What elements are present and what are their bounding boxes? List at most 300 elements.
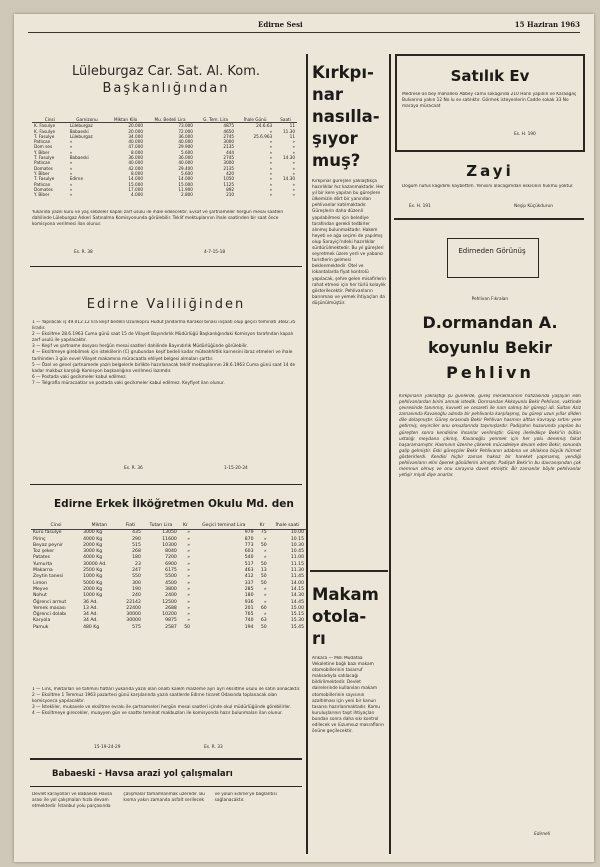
table-cell: 50 [260,580,267,586]
table-cell: » [263,555,267,561]
divider [30,484,302,485]
table-cell: 8.000 [131,149,144,155]
satilik-title: Satılık Ev [450,67,530,85]
table-cell: 11.00 [290,555,304,561]
table-cell: 412 [244,574,254,580]
table-cell: 11.30 [283,128,295,134]
column-rule-right [389,54,391,854]
table-cell: 247 [132,568,141,574]
luleburgaz-title: Lüleburgaz Car. Sat. Al. Kom. [71,64,261,79]
table-cell: 5000 Kg [83,580,103,586]
table-cell: 10200 [162,612,177,618]
table-cell: » [187,586,191,592]
okul-ref-right: Es. R. 33 [204,745,223,750]
table-cell: 870 [244,536,254,542]
table-cell: 34 Ad. [83,612,98,618]
table-cell: » [269,170,273,176]
table-cell: Patlıcan [34,160,51,166]
table-cell: » [187,580,191,586]
table-cell: 201 [244,605,254,611]
table-cell: 36.000 [128,155,144,161]
table-cell: » [269,186,273,192]
table-cell: » [69,181,73,187]
table-cell: 34.000 [128,133,144,139]
table-cell: 337 [244,580,254,586]
table-cell: 15.00 [290,605,304,611]
table-cell: 420 [226,170,235,176]
okul-note: 3 — İstekliler, mukavele ve eksiltme evrakı ile şartnameleri hergün mesai saatleri içinde okul müdürlüğünde görebilirler. [32,705,292,711]
table-cell: Öğrenci dolabı [33,612,67,618]
column-header: Saati [274,117,297,123]
zayi-ref-left: Es. H. 191 [409,204,431,209]
table-cell: 47.000 [128,144,144,150]
table-cell: » [292,160,295,166]
column-header: Mu. Bedeli Lira [145,117,195,123]
gorunus-box [447,238,539,278]
table-cell: 73.000 [178,123,193,129]
column-header: Miktarı [81,523,118,530]
table-cell: 7200 [165,555,177,561]
table-cell: 15.45 [290,624,304,630]
table-cell: 15.15 [290,612,304,618]
table-cell: 892 [226,186,235,192]
table-cell: 20.000 [128,123,144,129]
table-cell: 5500 [165,574,177,580]
table-cell: » [187,555,191,561]
table-cell: 2745 [223,155,235,161]
table-cell: 29.900 [178,144,193,150]
table-cell: » [263,612,267,618]
table-cell: 10.15 [290,536,304,542]
table-cell: 435 [132,530,141,536]
table-cell: 4.000 [131,192,144,198]
table-cell: 36.000 [178,155,193,161]
table-cell: 1125 [223,181,235,187]
column-header: G. Tem. Lira [195,117,236,123]
makam-headline-line: rı [312,629,326,648]
column-header: Tutarı Lira [143,523,179,530]
valilik-paragraph: 1 — Yapılacak iş 49.012.12 lira keşif bedelli Uzunköprü Hudut Jandarma Karakol binası inşaatı olup geçici teminatı 3682.35 liradır. [32,320,296,332]
column-header: Fiati [118,523,143,530]
table-cell: Dom ses [34,144,53,150]
table-cell: 9875 [165,618,177,624]
table-cell: 4650 [223,128,235,134]
luleburgaz-ref-right: 4-7-15-18 [204,250,226,255]
table-cell: 10.00 [290,530,304,536]
table-cell: 14.45 [290,599,304,605]
divider [394,218,584,220]
table-cell: 2587 [165,624,177,630]
column-header: Cinsi [32,117,68,123]
table-cell: K. Fasulye [34,128,56,134]
okul-note: 1 — Cins, miktarları ve tahmini fiatları yukarıda yazılı olan onaltı kalem malzeme ayrı ayrı eksiltme usulü ile satın alınacaktır. [32,687,301,692]
table-cell: Yemek masası [33,605,66,611]
column-header: İhale Günü [236,117,274,123]
kirkpinar-headline-line: şıyor [312,129,358,148]
table-cell: 30000 [126,618,141,624]
table-cell: 75 [260,530,267,536]
table-cell: Patlıcan [34,139,51,145]
table-cell: 24.6.63 [256,123,273,129]
table-cell: 4500 [165,580,177,586]
table-cell: 36 Ad. [83,599,98,605]
table-cell: 11600 [162,536,177,542]
table-cell: 14.30 [290,593,304,599]
table-cell: 1050 [223,176,235,182]
table-cell: 11 [289,133,295,139]
table-cell: » [187,593,191,599]
luleburgaz-subtitle: Başkanlığından [102,81,230,96]
table-cell: Limon [33,580,48,586]
table-cell: » [269,192,273,198]
table-cell: 194 [244,624,254,630]
table-cell: 210 [226,192,235,198]
table-cell: » [269,155,273,161]
table-cell: 8.000 [131,170,144,176]
table-cell: » [69,139,73,145]
table-cell: 15.30 [290,618,304,624]
table-cell: 50 [260,542,267,548]
table-cell: 773 [244,542,254,548]
table-cell: 2745 [223,133,235,139]
luleburgaz-table [32,117,297,197]
table-cell: 50 [260,561,267,567]
table-cell: 540 [244,555,254,561]
table-cell: Babaeski [69,155,89,161]
table-cell: » [187,599,191,605]
table-cell: » [69,165,73,171]
okul-note: 4 — Eksiltmeye girecekler, muayyen gün ve saatte teminat makbuzları ile komisyonda hazır bulunmaları ilan olunur. [32,711,283,717]
issue-date: 15 Haziran 1963 [514,20,580,29]
okul-ref-left: 15-19-24-29 [94,745,121,750]
table-cell: » [263,536,267,542]
table-cell: 290 [132,536,141,542]
satilik-ref: Es. H. 190 [514,132,536,137]
zayi-ref-right: Neşip Küçükdurun [514,204,553,209]
table-cell: Pamuk [33,624,49,630]
table-cell: T. Fasulye [34,155,55,161]
table-cell: 40.000 [128,160,144,166]
table-cell: 72.000 [178,128,193,134]
table-cell: » [263,586,267,592]
table-cell: 4000 Kg [83,536,103,542]
valilik-paragraph: 7 — Telgrafla müracaatlar ve postada vaki gecikmeler kabul edilmez. Keyfiyet ilan olunur. [32,380,225,386]
table-cell: 3000 [223,139,235,145]
column-header: Garnizonu [68,117,107,123]
table-cell: 14.15 [290,586,304,592]
okul-notes [32,687,302,743]
table-cell: 40.000 [178,160,193,166]
table-cell: » [187,561,191,567]
table-cell: » [187,605,191,611]
table-cell: Y. Biber [34,192,50,198]
table-cell: Toz şeker [33,549,55,555]
table-cell: » [187,549,191,555]
okul-note: 2 — Eksiltme 1 Temmuz 1963 pazartesi günü karşılarında yazılı saatlerde Edirne ticaret Odasında toplanacak olan komisyonca yapılacaktır. [32,693,278,705]
table-cell: 13 [260,568,267,574]
table-cell: 1000 Kg [83,593,103,599]
table-cell: 444 [226,149,235,155]
table-cell: Edirne [69,176,84,182]
table-cell: 2688 [165,605,177,611]
table-cell: 22400 [126,605,141,611]
okul-title: Edirne Erkek İlköğretmen Okulu Md. den [54,498,294,510]
table-cell: » [187,574,191,580]
table-cell: 3000 Kg [83,549,103,555]
valilik-paragraph: 6 — Postada vaki gecikmeler kabul edilmez. [32,374,127,380]
bekir-headline-line: Pehlivn [446,363,534,382]
column-header: Miktarı Kilo [106,117,145,123]
table-cell: 550 [132,574,141,580]
table-cell: 30000 Ad. [83,561,107,567]
table-cell: 14.00 [290,580,304,586]
table-cell: 180 [244,593,254,599]
column-header: Cinsi [31,523,81,530]
page-header [28,20,580,33]
table-cell: 29.400 [178,165,193,171]
kirkpinar-headline-line: Kırkpı- [312,63,374,82]
table-cell: 285 [244,586,254,592]
zayi-body: Doğum nüfus kağıdımı kaybettim. Yenisini alacağımdan eskisinin hükmü yoktur. [402,184,574,189]
table-cell: » [69,170,73,176]
table-cell: 2135 [223,144,235,150]
table-cell: 180 [132,555,141,561]
makam-headline-line: Makam [312,585,379,604]
valilik-ref-left: Es. R. 36 [124,466,143,471]
gorunus-title: Edirneden Görünüş [458,247,526,255]
column-header: Geçici teminat Lira [192,523,255,530]
valilik-paragraph: 5 — Özel ve genel şartnamede yazılı belgelerle birlikte hazırlanacak teklif mektuplarının 28.6.1963 Cuma günü saat 14 de kadar makbuz karşılığı Komisyon başkanlığına verilmesi lazımdır. [32,362,296,374]
valilik-paragraph: 3 — Keşif ve şartname dosyası herğün mesai saatleri dahilinde Bayındırlık Müdürlüğünde görülebilir. [32,344,248,350]
table-cell: 11.45 [290,574,304,580]
table-cell: » [292,192,295,198]
table-cell: 11.15 [290,561,304,567]
table-cell: 10.45 [290,549,304,555]
valilik-title: Edirne Valiliğinden [86,297,246,312]
bekir-headline [395,310,585,385]
table-cell: Patlıcan [34,181,51,187]
table-cell: 2000 Kg [83,542,103,548]
table-cell: » [187,568,191,574]
table-cell: 5.600 [180,170,193,176]
table-cell: 300 [132,580,141,586]
table-cell: Domates [34,165,53,171]
table-cell: Beyaz peynir [33,542,63,548]
table-row [31,625,306,631]
table-cell: 50 [184,624,191,630]
table-cell: 268 [132,549,141,555]
table-cell: 740 [244,618,254,624]
table-cell: 8040 [165,549,177,555]
table-cell: 603 [244,549,254,555]
table-cell: 30000 [126,612,141,618]
bekir-body: Kırkpınarın yaklaştığı şu günlerde, güreş meraklılarının hafızasında yaşayan eski pehlivanlardan birini anmak istedik. Dormandan Akkoyunlu Bekir Pehlivan, vaktinde çevresinde tanınmış, kuvveti ve cesareti ile nam salmış bir güreşçi idi. Sultan Aziz zamanında Kavanoğlu adında bir pehlivanla karşılaşmış, bu güreşi uzun yıllar dilden dile dolaşmıştır. Güreş sırasında Bekir Pehlivan hasmını alttan kavrayıp sırtını yere getirmiş, seyirciler onu omuzlarında taşımışlardır. Padişahın huzurunda yapılan bu güreşten sonra kendisine ihsanlar verilmiştir. Güreş ilerledikçe Bekir'in bütün ustalığı meydana çıkmış, Kavanoğlu yenmek için her yolu denemiş fakat başaramamıştır. Hasmının üzerine çökerek mücadeleye devam eden Bekir, sonunda galip gelmiştir. Eski güreşçiler Bekir Pehlivanın adabına ve ahlakına büyük hürmet gösterirlerdi. Kendisi hiçbir zaman haksız bir hareket yapmamış, yendiği pehlivanların elini öperek gönüllerini almıştır. Padişah Bekir'in bu davranışından çok memnun olmuş ve onu sarayına davet etmiştir. Bir zamanlar böyle pehlivanlar yetişir miydi diye anarlar. [399,394,581,479]
table-cell: 3000 [223,160,235,166]
table-cell: 936 [244,599,254,605]
table-cell: 480 Kg [83,624,100,630]
table-cell: » [269,139,273,145]
table-cell: » [269,176,273,182]
column-header: İhale saati [269,523,306,530]
table-cell: 463 [244,568,254,574]
table-cell: 2135 [223,165,235,171]
table-cell: Y. Biber [34,149,50,155]
table-cell: » [292,165,295,171]
table-cell: 12500 [162,599,177,605]
table-cell: 14.000 [178,176,193,182]
kirkpinar-body: Kırkpınar güreşleri yaklaştıkça hazırlıklar hız kazanmaktadır. Her yıl bir kere yapılan bu güreşlere ülkemizin dört bir yanından pehlivanlar katılmaktadır. Güreşlerin daha düzenli yapılabilmesi için belediye tarafından gerekli tedbirler alınmış bulunmaktadır. Hakem heyeti ve ağa seçimi de yapılmış olup Sarayiçi'ndeki hazırlıklar sürdürülmektedir. Bu yıl güreşleri seyretmek üzere yerli ve yabancı turistlerin gelmesi beklenmektedir. Otel ve lokantalarda fiyat kontrolü yapılacak, şehre gelen misafirlerin rahat etmesi için her türlü kolaylık gösterilecektir. Pehlivanların barınması ve yemek ihtiyaçları da düşünülmüştür. [312,179,386,306]
table-cell: » [269,144,273,150]
table-cell: 40.000 [178,139,193,145]
luleburgaz-body: Yukarıda yazılı kuru ve yaş sebzeler kapalı zarf usulü ile ihale edilecektir. Evsaf ve şartnameler hergün mesai saatleri dahilinde Lüleburgaz Askeri Satınalma Komisyonunda görülebilir. Teklif mektuplarının ihale saatinden bir saat önce komisyona verilmesi ilan olunur. [32,210,284,228]
table-cell: 10300 [162,542,177,548]
table-cell: 23 [135,561,141,567]
table-row [31,530,306,537]
table-cell: 50 [260,624,267,630]
table-cell: 40.000 [128,139,144,145]
table-cell: 240 [132,593,141,599]
table-cell: 3000 Kg [83,530,103,536]
table-cell: 34 Ad. [83,618,98,624]
table-cell: 515 [132,542,141,548]
table-cell: 575 [132,624,141,630]
table-cell: 2.800 [180,192,193,198]
kirkpinar-headline-line: nasılla- [312,107,380,126]
makam-body: Ankara — Milli Müdafaa Vekaletine bağlı bazı makam otomobillerinin tasarruf maksadıyla satılacağı bildirilmektedir. Devlet dairelerinde kullanılan makam otomobillerinin sayısının azaltılması için yeni bir kanun tasarısı hazırlanmaktadır. Kamu kuruluşlarının taşıt ihtiyaçları bundan sonra daha sıkı kontrol edilecek ve lüzumsuz masrafların önüne geçilecektir. [312,656,384,735]
table-cell: 14.000 [128,176,144,182]
table-cell: 2400 [165,593,177,599]
table-cell: 60 [260,605,267,611]
table-cell: Kuru fasulye [33,530,62,536]
table-cell: 3800 [165,586,177,592]
table-cell: 11.30 [290,568,304,574]
satilik-body: Medrese-ali bey mahallesi Abbey camii sokağında 210 Hanli yapının ve Karaağaç Bulvarına yakın 12 No lu ev satılıktır. Görmek isteyenlerin Cadde sokak 33 No maraya müracaat [402,92,577,110]
column-header: Kr [256,523,269,530]
kirkpinar-headline [312,62,386,172]
table-cell: » [269,149,273,155]
table-cell: 14.30 [283,176,295,182]
divider [30,758,302,760]
gorunus-subtitle: Pehlivan Fıkraları [471,297,509,302]
makam-headline [312,584,386,650]
table-cell: Lüleburgaz [69,123,93,129]
table-cell: 4000 Kg [83,555,103,561]
table-cell: 517 [244,561,254,567]
table-cell: » [69,192,73,198]
divider [30,786,302,787]
bekir-headline-line: D.ormandan A. [422,313,558,332]
table-row [32,192,297,197]
valilik-paragraph: 4 — Eksiltmeye girebilmek için isteklilerin (C) grubundan keşif bedeli kadar müteahhitlik karnesini ibraz etmeleri ve ihale tarihinden 3 gün evvel Vilayet makamına müracaatla ehliyet belgesi almaları şarttır. [32,350,293,362]
newspaper-name: Edirne Sesi [258,20,303,29]
table-cell: 13 Ad. [83,605,98,611]
table-cell: Patates [33,555,51,561]
bekir-signoff: Edirneli [534,832,551,837]
valilik-paragraph: 2 — Eksiltme 28.6.1963 Cuma günü saat 15 de Vilayet Bayındırlık Müdürlüğü Başkanlığındaki Komisyon tarafından kapalı zarf usulü ile yapılacaktır. [32,332,293,344]
table-cell: 36.000 [178,133,193,139]
newspaper-page [14,14,594,862]
table-cell: Makarna [33,568,53,574]
luleburgaz-ref-left: Es. R. 38 [74,250,93,255]
table-cell: Zeytin tanesi [33,574,64,580]
havsa-title: Babaeski - Havsa arazi yol çalışmaları [52,769,233,779]
table-cell: 6175 [165,568,177,574]
table-cell: Pirinç [33,536,46,542]
table-cell: 10.30 [290,542,304,548]
zayi-title: Zayi [466,162,514,180]
table-cell: 15.000 [128,181,144,187]
table-cell: 13050 [162,530,177,536]
table-cell: 190 [132,586,141,592]
kirkpinar-headline-line: muş? [312,151,361,170]
table-cell: 20.000 [128,128,144,134]
table-cell: Meyve [33,586,49,592]
table-cell: 15.000 [178,181,193,187]
table-cell: 2000 Kg [83,586,103,592]
table-cell: » [292,186,295,192]
column-header: Kr [179,523,192,530]
table-cell: Babaeski [69,128,89,134]
table-cell: » [187,536,191,542]
table-cell: 765 [244,612,254,618]
table-cell: » [269,181,273,187]
table-cell: Yumurta [33,561,53,567]
table-cell: 22142 [126,599,141,605]
table-cell: Öğrenci armut [33,599,67,605]
valilik-body [32,320,300,454]
table-cell: » [69,149,73,155]
table-cell: 979 [244,530,254,536]
table-cell: 2500 Kg [83,568,103,574]
table-cell: 42.000 [128,165,144,171]
table-cell: 63 [260,618,267,624]
okul-table [31,523,306,631]
table-cell: 5.600 [180,149,193,155]
table-cell: 6900 [165,561,177,567]
table-cell: » [292,139,295,145]
table-cell: » [69,160,73,166]
table-cell: 4875 [223,123,235,129]
table-cell: » [292,144,295,150]
table-cell: » [263,599,267,605]
table-cell: » [187,530,191,536]
table-cell: Karyola [33,618,51,624]
table-cell: » [292,170,295,176]
table-cell: 11 [289,123,295,129]
table-cell: Nohut [33,593,47,599]
table-cell: Lüleburgaz [69,133,93,139]
makam-headline-line: otola- [312,607,367,626]
table-cell: » [187,618,191,624]
table-cell: » [292,149,295,155]
bekir-headline-line: koyunlu Bekir [428,338,552,357]
table-cell: 1000 Kg [83,574,103,580]
table-cell: » [263,549,267,555]
table-cell: T. Fasulye [34,133,55,139]
table-cell: K. Fasulye [34,123,56,129]
table-cell: 14.30 [283,155,295,161]
table-cell: » [187,612,191,618]
table-cell: 11.900 [178,186,193,192]
table-cell: 50 [260,574,267,580]
table-cell: T. Fasulye [34,176,55,182]
havsa-body: Devlet karayolları ve Babaeski Havsa arası ile yol çalışmaları hızla devam etmektedir. İstanbul yolu parçasında çalışmalar tamamlanmak üzeredir. Bu kısma yakın zamanda asfalt serilecek ve yolun Edirne'ye bağlantısı sağlanacaktır. [32,792,277,810]
table-cell: » [269,160,273,166]
table-cell: » [263,593,267,599]
table-cell: » [269,128,273,134]
table-cell: » [69,144,73,150]
table-cell: » [187,542,191,548]
